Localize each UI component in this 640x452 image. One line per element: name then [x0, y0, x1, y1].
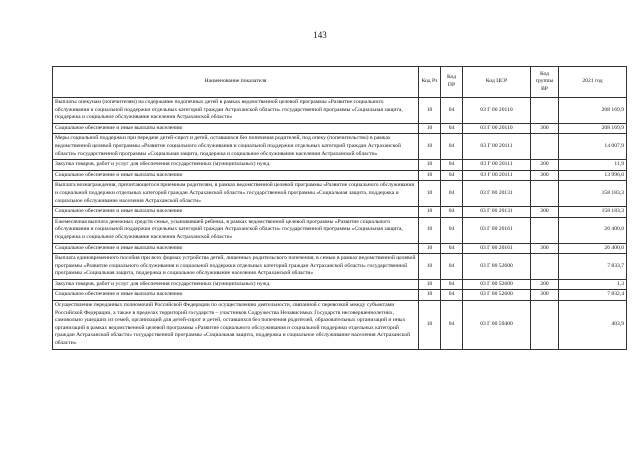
row-amount: 403,9 [559, 301, 627, 350]
table-row [53, 134, 627, 160]
row-csr: 03 Г 00 20131 [463, 181, 531, 207]
row-csr: 03 Г 00 20111 [463, 160, 531, 171]
row-csr: 03 Г 00 59400 [463, 301, 531, 350]
row-csr: 03 Г 00 20110 [463, 98, 531, 124]
row-vr [531, 301, 559, 350]
row-amount: 11,9 [559, 160, 627, 171]
header-name: Наименование показателя [53, 67, 419, 98]
row-rz: 10 [419, 207, 441, 218]
row-vr: 300 [531, 207, 559, 218]
header-rz: Код Рз [419, 67, 441, 98]
table-row [53, 243, 627, 254]
page-number: 143 [313, 30, 327, 40]
row-csr: 03 Г 00 20111 [463, 134, 531, 160]
row-csr: 03 Г 00 20111 [463, 170, 531, 181]
row-vr: 200 [531, 160, 559, 171]
row-name: Социальное обеспечение и иные выплаты населению [53, 243, 419, 254]
row-rz: 10 [419, 243, 441, 254]
table-row [53, 290, 627, 301]
table-header-row [53, 67, 627, 98]
row-pr: 04 [441, 170, 463, 181]
row-rz: 10 [419, 217, 441, 243]
row-amount: 14 007,9 [559, 134, 627, 160]
row-name: Социальное обеспечение и иные выплаты населению [53, 170, 419, 181]
row-name: Закупка товаров, работ и услуг для обеспечения государственных (муниципальных) нужд [53, 160, 419, 171]
row-vr: 300 [531, 290, 559, 301]
row-vr [531, 134, 559, 160]
row-pr: 04 [441, 301, 463, 350]
row-rz: 10 [419, 160, 441, 171]
row-vr [531, 254, 559, 280]
header-csr: Код ЦСР [463, 67, 531, 98]
row-amount: 7 832,4 [559, 290, 627, 301]
table-row [53, 279, 627, 290]
row-rz: 10 [419, 134, 441, 160]
row-amount: 208 169,9 [559, 123, 627, 134]
row-rz: 10 [419, 279, 441, 290]
row-vr: 300 [531, 123, 559, 134]
table-row [53, 254, 627, 280]
row-rz: 10 [419, 181, 441, 207]
row-csr: 03 Г 00 52600 [463, 279, 531, 290]
row-name: Ежемесячная выплата денежных средств семье, усыновившей ребенка, в рамках ведомственной целевой программы «Развитие социального обслуживания и социальной поддержки отдельных категорий граждан Астраханской области» государственной программы «Социальная защита, поддержка и социальное обслуживание населения Астраханской области» [53, 217, 419, 243]
header-pr: Код ПР [441, 67, 463, 98]
row-csr: 03 Г 00 20131 [463, 207, 531, 218]
table-row [53, 217, 627, 243]
row-pr: 04 [441, 207, 463, 218]
row-pr: 04 [441, 217, 463, 243]
row-name: Выплата единовременного пособия при всех формах устройства детей, лишенных родительского попечения, в семью в рамках ведомственной целевой программы «Развитие социального обслуживания и социальной поддержки отдельных категорий граждан Астраханской области» государственной программы «Социальная защита, поддержка и социальное обслуживание населения Астраханской области» [53, 254, 419, 280]
row-amount: 208 169,9 [559, 98, 627, 124]
row-vr [531, 217, 559, 243]
row-rz: 10 [419, 98, 441, 124]
row-amount: 7 833,7 [559, 254, 627, 280]
row-pr: 04 [441, 243, 463, 254]
row-pr: 04 [441, 290, 463, 301]
row-name: Выплата вознаграждения, причитающегося приемным родителям, в рамках ведомственной целевой программы «Развитие социального обслуживания и социальной поддержки отдельных категорий граждан Астраханской области» государственной программы «Социальная защита, поддержка и социальное обслуживание населения Астраханской области» [53, 181, 419, 207]
row-amount: 1,3 [559, 279, 627, 290]
header-vr: Код группы ВР [531, 67, 559, 98]
row-name: Осуществление переданных полномочий Российской Федерации по осуществлению деятельности, связанной с перевозкой между субъектами Российской Федерации, а также в пределах территорий государств – участников Содружества Независимых Государств несовершеннолетних, самовольно ушедших из семей, организаций для детей-сирот и детей, оставшихся без попечения родителей, образовательных организаций и иных организаций в рамках ведомственной целевой программы «Развитие социального обслуживания и социальной поддержки отдельных категорий граждан Астраханской области» государственной программы «Социальная защита, поддержка и социальное обслуживание населения Астраханской области» [53, 301, 419, 350]
table-row [53, 207, 627, 218]
row-amount: 158 183,3 [559, 207, 627, 218]
row-csr: 03 Г 00 52600 [463, 254, 531, 280]
row-name: Меры социальной поддержки при передаче детей-сирот и детей, оставшихся без попечения родителей, под опеку (попечительство) в рамках ведомственной целевой программы «Развитие социального обслуживания и социальной поддержки отдельных категорий граждан Астраханской области» государственной программы «Социальная защита, поддержка и социальное обслуживание населения Астраханской области» [53, 134, 419, 160]
budget-table [52, 66, 627, 350]
row-csr: 03 Г 00 20161 [463, 243, 531, 254]
table-row [53, 123, 627, 134]
row-name: Закупка товаров, работ и услуг для обеспечения государственных (муниципальных) нужд [53, 279, 419, 290]
row-name: Социальное обеспечение и иные выплаты населению [53, 207, 419, 218]
row-csr: 03 Г 00 20110 [463, 123, 531, 134]
row-rz: 10 [419, 301, 441, 350]
row-vr: 200 [531, 279, 559, 290]
row-rz: 10 [419, 254, 441, 280]
row-vr [531, 181, 559, 207]
row-amount: 26 400,0 [559, 243, 627, 254]
row-name: Выплаты опекунам (попечителям) на содержание подопечных детей в рамках ведомственной целевой программы «Развитие социального обслуживания и социальной поддержки отдельных категорий граждан Астраханской области» государственной программы «Социальная защита, поддержка и социальное обслуживание населения Астраханской области» [53, 98, 419, 124]
row-amount: 158 183,3 [559, 181, 627, 207]
header-year: 2021 год [559, 67, 627, 98]
row-pr: 04 [441, 134, 463, 160]
row-pr: 04 [441, 98, 463, 124]
row-rz: 10 [419, 123, 441, 134]
row-pr: 04 [441, 254, 463, 280]
row-csr: 03 Г 00 20161 [463, 217, 531, 243]
row-vr [531, 98, 559, 124]
row-pr: 04 [441, 160, 463, 171]
row-rz: 10 [419, 290, 441, 301]
row-name: Социальное обеспечение и иные выплаты населению [53, 290, 419, 301]
table-row [53, 160, 627, 171]
row-vr: 300 [531, 243, 559, 254]
row-name: Социальное обеспечение и иные выплаты населению [53, 123, 419, 134]
row-csr: 03 Г 00 52600 [463, 290, 531, 301]
row-pr: 04 [441, 123, 463, 134]
row-pr: 04 [441, 279, 463, 290]
row-amount: 13 996,0 [559, 170, 627, 181]
row-pr: 04 [441, 181, 463, 207]
row-vr: 300 [531, 170, 559, 181]
row-rz: 10 [419, 170, 441, 181]
table-row [53, 181, 627, 207]
row-amount: 26 400,0 [559, 217, 627, 243]
table-row [53, 301, 627, 350]
table-row [53, 170, 627, 181]
table-row [53, 98, 627, 124]
